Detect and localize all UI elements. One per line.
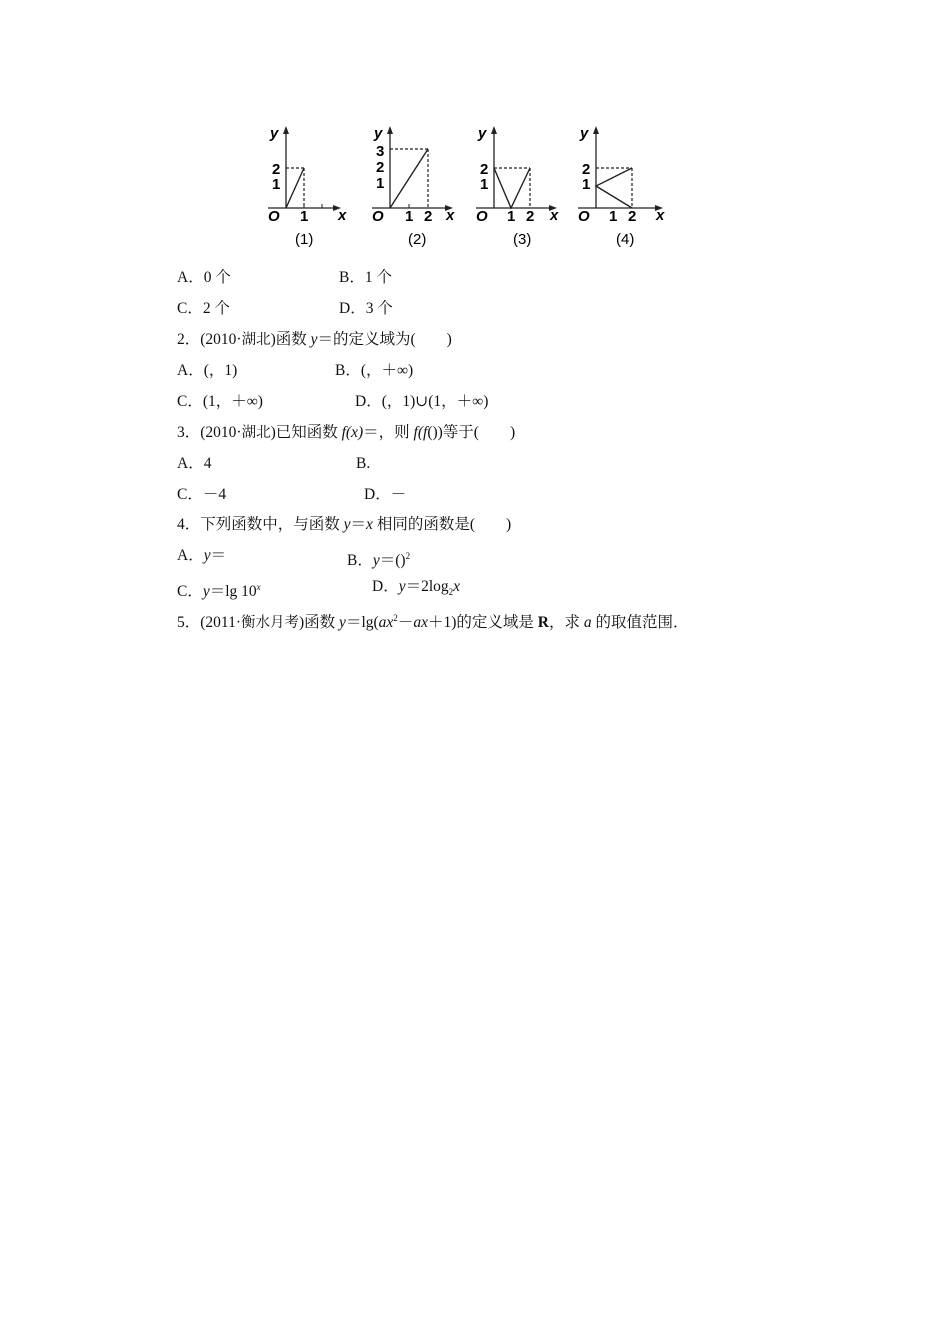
q3-option-c: C．－4 [177,486,227,503]
function-graphs-row [258,118,678,258]
xtick-1: 1 [300,208,309,225]
ytick-1: 1 [480,176,489,193]
xtick-2: 2 [526,208,535,225]
ytick-1: 1 [582,176,591,193]
source-tag: 湖北 [241,332,271,348]
source-tag: 衡水月考 [241,615,299,632]
graph-caption: (4) [616,231,635,248]
q3-option-b: B. [356,455,371,472]
origin-label: O [372,208,384,225]
graph-2 [362,118,462,253]
origin-label: O [476,208,488,225]
ytick-2: 2 [272,161,281,178]
graph-caption: (3) [513,231,532,248]
y-axis-label: y [580,125,589,142]
ytick-2: 2 [376,159,385,176]
q1-option-a: A．0 个 [177,269,231,286]
xtick-1: 1 [609,208,618,225]
xtick-2: 2 [628,208,637,225]
q4-stem: 4．下列函数中，与函数 y＝x 相同的函数是( ) [177,516,512,533]
q2-option-d: D．(，1)∪(1，＋∞) [355,393,489,410]
x-axis-label: x [446,207,455,224]
x-axis-label: x [656,207,665,224]
graph-3 [466,118,566,253]
q4-option-d: D．$y=2\log_2x$ [372,578,461,598]
y-axis-label: y [478,125,487,142]
ytick-2: 2 [480,161,489,178]
ytick-1: 1 [376,175,385,192]
q4-option-b: B．y＝()$^2$ [347,551,411,570]
q2-stem: 2．(2010·湖北)函数 y＝的定义域为( ) [177,331,452,348]
q2-option-c: C．(1，＋∞) [177,393,263,410]
graph-1 [258,118,358,253]
xtick-2: 2 [424,208,433,225]
q2-option-b: B．(，＋∞) [335,362,414,379]
q4-option-a: A．y＝ [177,547,227,564]
x-axis-label: x [550,207,559,224]
origin-label: O [578,208,590,225]
y-axis-label: y [270,125,279,142]
q1-option-b: B．1 个 [339,269,392,286]
graph-caption: (2) [408,231,427,248]
q5-stem: 5．(2011·衡水月考)函数 $y=\lg(ax^2-ax+1)$的定义域是 R，求 a 的取值范围． [177,613,689,632]
xtick-1: 1 [405,208,414,225]
q1-option-c: C．2 个 [177,300,230,317]
q3-option-a: A．4 [177,455,212,472]
ytick-2: 2 [582,161,591,178]
source-tag: 湖北 [241,425,271,441]
graph-4 [568,118,678,253]
q1-option-d: D．3 个 [339,300,393,317]
q3-option-d: D．－ [364,486,407,503]
graph-caption: (1) [295,231,314,248]
q4-option-c: C．y＝lg 10$^x$ [177,582,261,601]
q3-stem: 3．(2010·湖北)已知函数 f(x)＝，则 f(f())等于( ) [177,424,516,441]
xtick-1: 1 [507,208,516,225]
ytick-3: 3 [376,143,385,160]
x-axis-label: x [338,207,347,224]
origin-label: O [268,208,280,225]
ytick-1: 1 [272,176,281,193]
y-axis-label: y [374,125,383,142]
q2-option-a: A．(，1) [177,362,238,379]
